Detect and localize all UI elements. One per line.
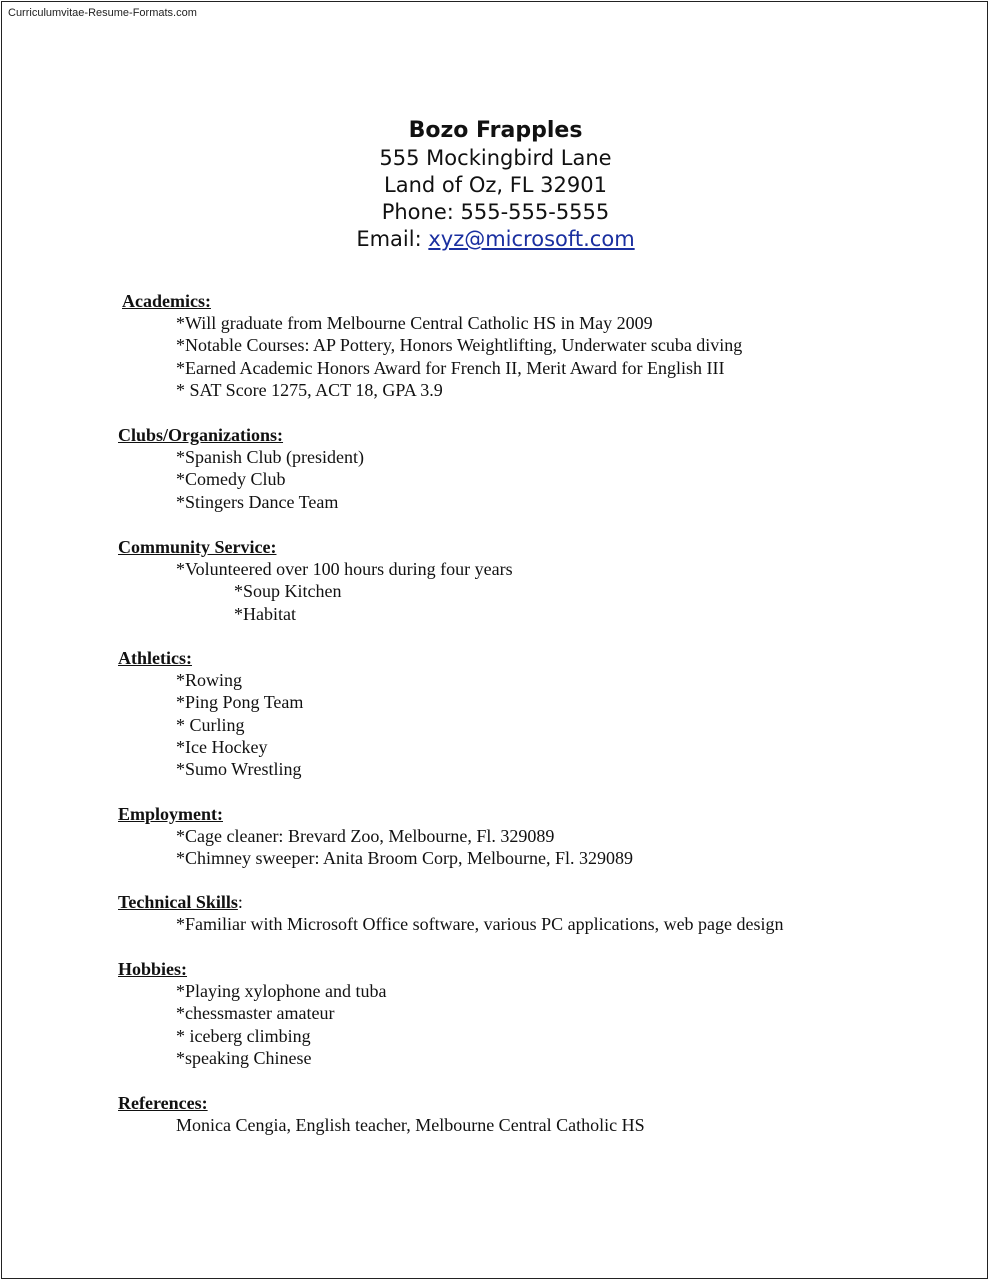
clubs-section [118, 424, 938, 513]
email-line [0, 226, 991, 253]
athletics-item: *Sumo Wrestling [176, 759, 302, 780]
community-service-item: *Volunteered over 100 hours during four years [176, 559, 513, 579]
clubs-heading: Clubs/Organizations: [118, 425, 284, 445]
technical-skills-item: *Familiar with Microsoft Office software, various PC applications, web page design [176, 914, 784, 934]
address-line-1: 555 Mockingbird Lane [379, 146, 612, 170]
address-line-2: Land of Oz, FL 32901 [384, 173, 607, 197]
clubs-item: *Comedy Club [176, 469, 286, 490]
technical-skills-heading-row [118, 891, 938, 913]
academics-item: *Will graduate from Melbourne Central Catholic HS in May 2009 [176, 313, 653, 333]
watermark-text: Curriculumvitae-Resume-Formats.com [8, 7, 197, 19]
references-heading: References: [118, 1093, 208, 1113]
community-service-subitem: *Habitat [234, 603, 296, 624]
hobbies-section [118, 958, 938, 1069]
technical-skills-colon: : [237, 892, 243, 912]
hobbies-item: *chessmaster amateur [176, 1003, 335, 1024]
clubs-item: *Spanish Club (president) [176, 447, 364, 467]
academics-item: * SAT Score 1275, ACT 18, GPA 3.9 [176, 379, 443, 400]
academics-section [122, 290, 942, 401]
employment-item: *Cage cleaner: Brevard Zoo, Melbourne, Fl. 329089 [176, 826, 555, 846]
applicant-name: Bozo Frapples [408, 118, 583, 143]
hobbies-item: *Playing xylophone and tuba [176, 981, 387, 1001]
academics-item: *Notable Courses: AP Pottery, Honors Weightlifting, Underwater scuba diving [176, 335, 743, 356]
athletics-item: *Ice Hockey [176, 736, 268, 757]
resume-header [0, 117, 991, 253]
technical-skills-section [118, 891, 938, 935]
hobbies-heading: Hobbies: [118, 959, 188, 979]
employment-heading: Employment: [118, 804, 223, 824]
hobbies-item: * iceberg climbing [176, 1025, 311, 1046]
community-service-subitem: *Soup Kitchen [234, 581, 342, 602]
email-label: Email: [356, 227, 429, 251]
academics-item: *Earned Academic Honors Award for French II, Merit Award for English III [176, 357, 725, 378]
athletics-item: *Ping Pong Team [176, 692, 304, 713]
athletics-heading: Athletics: [118, 648, 192, 668]
athletics-item: * Curling [176, 714, 245, 735]
email-link[interactable]: xyz@microsoft.com [428, 227, 635, 251]
employment-section [118, 803, 938, 870]
phone-line: Phone: 555-555-5555 [381, 200, 610, 224]
community-service-section [118, 536, 938, 625]
hobbies-item: *speaking Chinese [176, 1047, 312, 1068]
references-section [118, 1092, 938, 1136]
community-service-heading: Community Service: [118, 537, 277, 557]
employment-item: *Chimney sweeper: Anita Broom Corp, Melbourne, Fl. 329089 [176, 848, 633, 869]
clubs-item: *Stingers Dance Team [176, 491, 339, 512]
references-item: Monica Cengia, English teacher, Melbourne Central Catholic HS [176, 1115, 645, 1135]
technical-skills-heading: Technical Skills [118, 892, 238, 912]
academics-heading: Academics: [122, 291, 211, 311]
athletics-section [118, 647, 938, 780]
athletics-item: *Rowing [176, 670, 243, 690]
